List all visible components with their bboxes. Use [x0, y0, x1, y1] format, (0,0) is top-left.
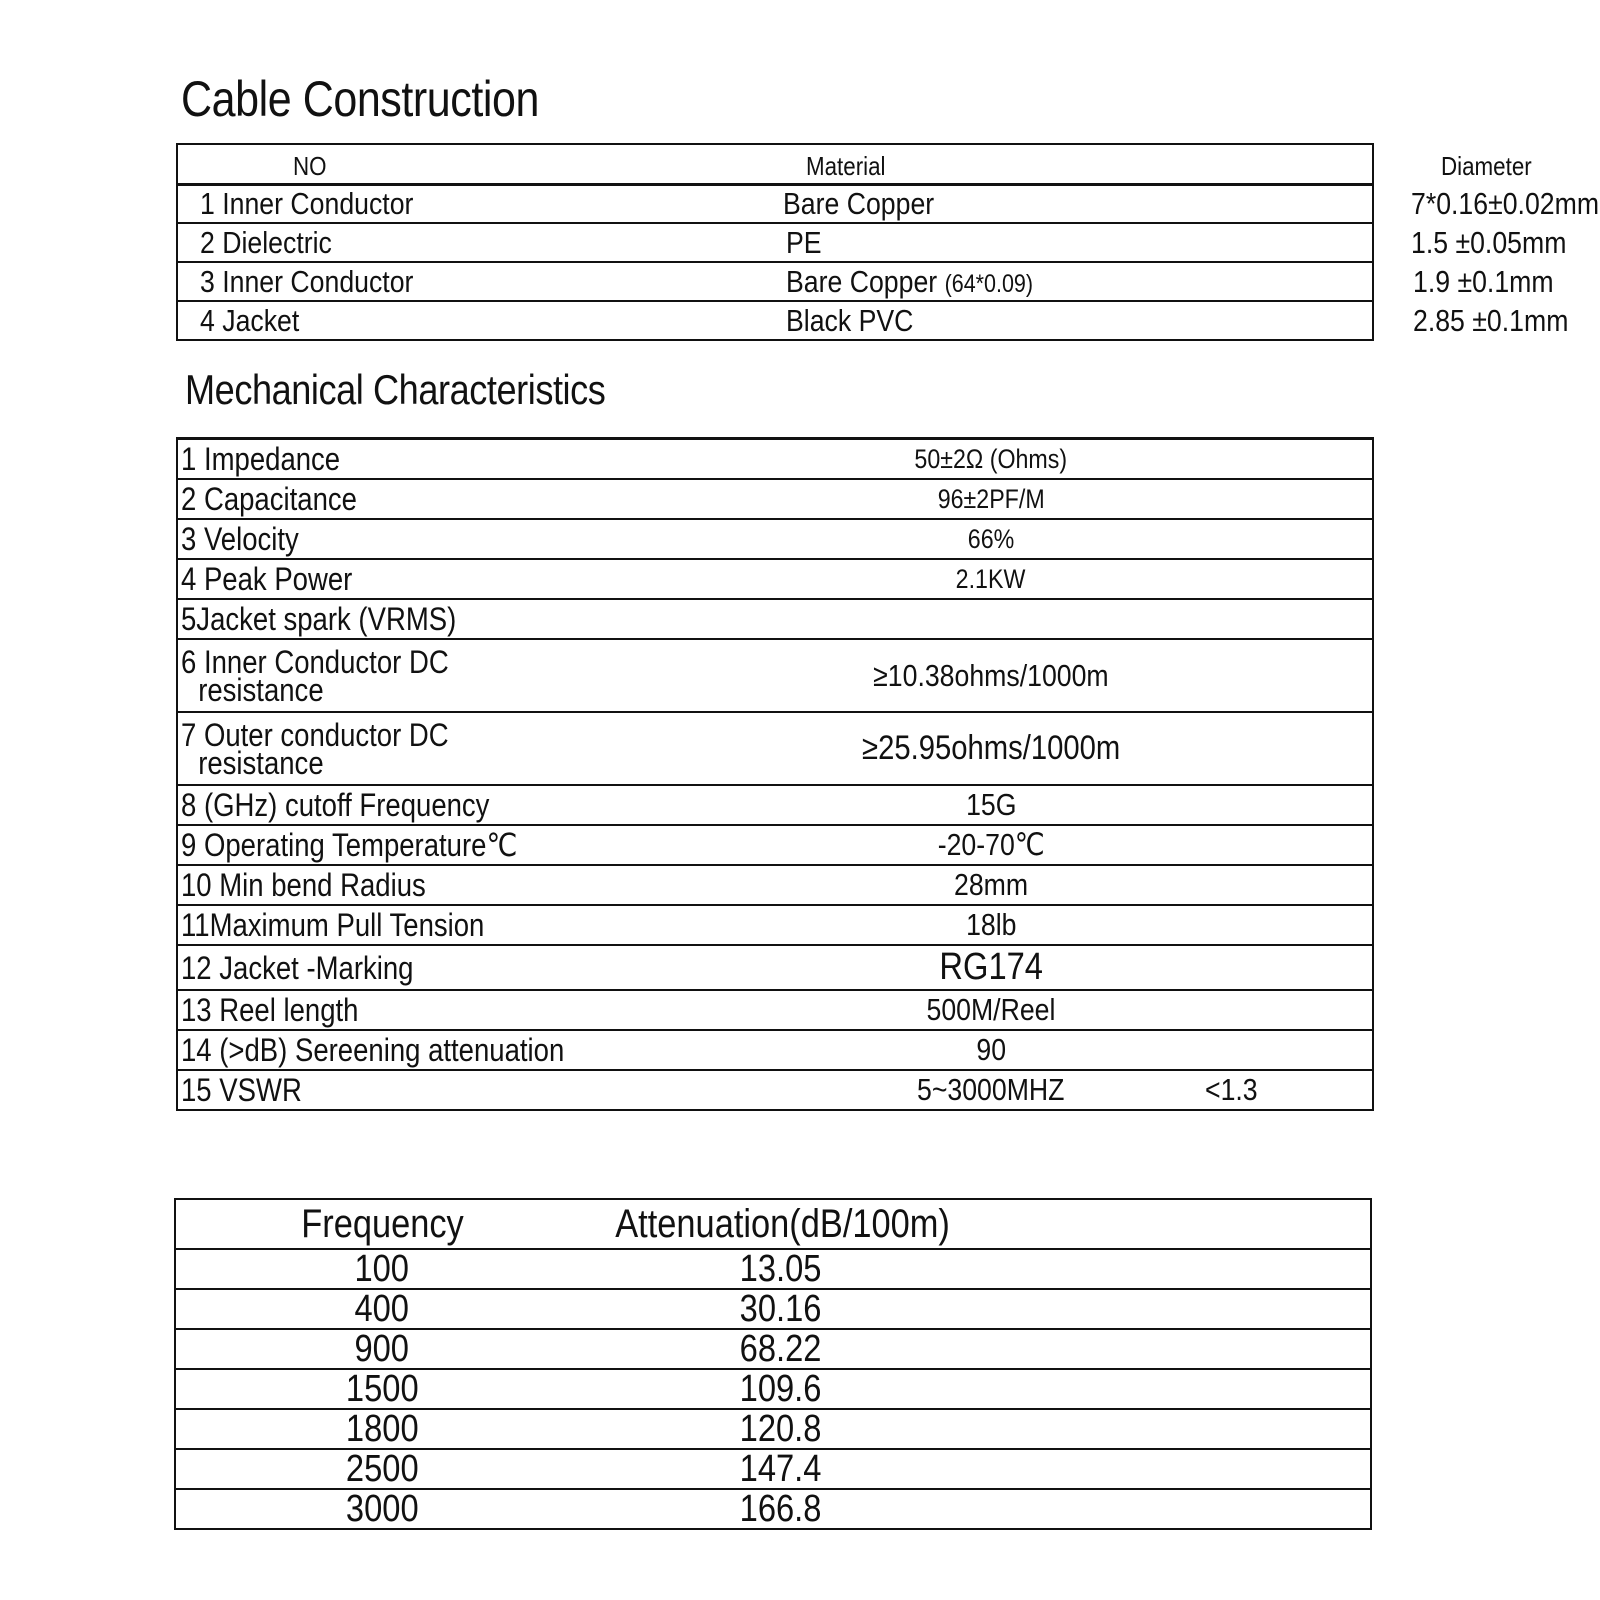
cell-value: ≥10.38ohms/1000m: [821, 639, 1161, 712]
cell-label: 15 VSWR: [181, 1072, 302, 1108]
table-row: [177, 439, 1373, 480]
material-text: Bare Copper: [786, 263, 938, 299]
cell-empty: [974, 1409, 1371, 1449]
cell-label: [177, 712, 821, 785]
table-row: [175, 1249, 1371, 1289]
cell-attenuation: 120.8: [588, 1409, 974, 1449]
label-line-1: 7 Outer conductor DC: [181, 716, 449, 753]
cell-empty: [974, 1329, 1371, 1369]
cell-label: 14 (>dB) Sereening attenuation: [177, 1030, 821, 1070]
cable-construction-title: Cable Construction: [181, 71, 539, 127]
cell-frequency: 1500: [175, 1369, 588, 1409]
cell-diameter: 2.85 ±0.1mm: [1413, 302, 1569, 338]
table-row: [177, 599, 1373, 639]
table-row: [177, 990, 1373, 1030]
material-note: (64*0.09): [944, 269, 1034, 298]
cell-frequency: 900: [175, 1329, 588, 1369]
cell-extra: [1161, 712, 1373, 785]
cell-label: 13 Reel length: [177, 990, 821, 1030]
cell-material: PE: [783, 223, 1261, 262]
table-row: [177, 825, 1373, 865]
table-row: [175, 1489, 1371, 1529]
cell-empty: [974, 1489, 1371, 1529]
table-row: [175, 1329, 1371, 1369]
cell-value: 28mm: [821, 865, 1161, 905]
table-row: [177, 262, 1373, 301]
cell-value: 5~3000MHZ: [917, 1072, 1065, 1107]
header-material: Material: [783, 144, 1261, 184]
cell-empty: [974, 1449, 1371, 1489]
cell-label: 8 (GHz) cutoff Frequency: [177, 785, 821, 825]
cell-extra: [1161, 559, 1373, 599]
mechanical-characteristics-table: [176, 437, 1374, 1111]
attenuation-table: [174, 1198, 1372, 1530]
cell-frequency: 2500: [175, 1449, 588, 1489]
table-row: [175, 1409, 1371, 1449]
cell-value: ≥25.95ohms/1000m: [821, 712, 1161, 785]
table-row: [177, 712, 1373, 785]
cell-label: [177, 639, 821, 712]
cell-attenuation: 30.16: [588, 1289, 974, 1329]
cell-empty: [974, 1369, 1371, 1409]
cell-label: 2 Capacitance: [177, 479, 821, 519]
table-row: [177, 785, 1373, 825]
table-row: [175, 1289, 1371, 1329]
header-attenuation: Attenuation(dB/100m): [588, 1199, 974, 1249]
cell-material: Black PVC: [786, 302, 914, 338]
label-line-2: resistance: [198, 671, 324, 708]
table-row: [177, 519, 1373, 559]
cell-attenuation: 166.8: [740, 1488, 822, 1530]
cell-empty: [974, 1289, 1371, 1329]
cell-value: 66%: [821, 519, 1161, 559]
table-header-row: [177, 144, 1373, 184]
cell-extra: <1.3: [1205, 1072, 1258, 1107]
table-row: [175, 1449, 1371, 1489]
cell-extra: [1161, 990, 1373, 1030]
label-line-2: resistance: [198, 744, 324, 781]
cell-value: 50±2Ω (Ohms): [821, 439, 1161, 480]
cell-value: 90: [821, 1030, 1161, 1070]
cell-value: -20-70℃: [821, 825, 1161, 865]
cell-attenuation: 68.22: [588, 1329, 974, 1369]
label-line-1: 6 Inner Conductor DC: [181, 643, 449, 680]
table-row: [177, 905, 1373, 945]
header-frequency: Frequency: [175, 1199, 588, 1249]
cell-extra: [1161, 785, 1373, 825]
cell-diameter: 7*0.16±0.02mm: [1261, 184, 1373, 223]
cell-extra: [1161, 1030, 1373, 1070]
cell-frequency: 400: [175, 1289, 588, 1329]
cell-attenuation: 13.05: [588, 1249, 974, 1289]
cell-value: RG174: [821, 945, 1161, 990]
cell-diameter: 1.9 ±0.1mm: [1261, 262, 1373, 301]
cell-frequency: 3000: [345, 1488, 419, 1530]
cell-value: 500M/Reel: [821, 990, 1161, 1030]
cell-no: 3 Inner Conductor: [177, 262, 783, 301]
cell-extra: [1161, 905, 1373, 945]
cell-extra: [1161, 599, 1373, 639]
cell-label: 1 Impedance: [177, 439, 821, 480]
cell-label: 5Jacket spark (VRMS): [177, 599, 821, 639]
table-row: [177, 559, 1373, 599]
header-no: NO: [177, 144, 783, 184]
cell-no: 1 Inner Conductor: [177, 184, 783, 223]
cell-value: [821, 599, 1161, 639]
cell-extra: [1161, 945, 1373, 990]
cell-extra: [1161, 519, 1373, 559]
cell-no: 2 Dielectric: [177, 223, 783, 262]
cell-value: 96±2PF/M: [821, 479, 1161, 519]
table-row: [177, 1070, 1373, 1110]
cell-label: 9 Operating Temperature℃: [177, 825, 821, 865]
cell-extra: [1161, 439, 1373, 480]
table-row: [175, 1369, 1371, 1409]
table-row: [177, 945, 1373, 990]
cell-diameter: 1.5 ±0.05mm: [1261, 223, 1373, 262]
cell-extra: [1161, 639, 1373, 712]
cell-value: 2.1KW: [821, 559, 1161, 599]
cell-material: [783, 262, 1261, 301]
cell-label: 3 Velocity: [177, 519, 821, 559]
cell-frequency: 100: [175, 1249, 588, 1289]
table-row: [177, 865, 1373, 905]
cell-material: Bare Copper: [783, 184, 1261, 223]
table-row: [177, 184, 1373, 223]
cell-label: 4 Peak Power: [177, 559, 821, 599]
table-header-row: [175, 1199, 1371, 1249]
table-row: [177, 479, 1373, 519]
cell-extra: [1161, 865, 1373, 905]
cell-label: 10 Min bend Radius: [177, 865, 821, 905]
cell-value: 18lb: [821, 905, 1161, 945]
header-diameter: Diameter: [1261, 144, 1373, 184]
cell-value: 15G: [821, 785, 1161, 825]
table-row: [177, 639, 1373, 712]
cell-label: 12 Jacket -Marking: [177, 945, 821, 990]
table-row: [177, 223, 1373, 262]
cell-no: 4 Jacket: [200, 302, 300, 338]
table-row: [177, 301, 1373, 340]
cable-construction-table: [176, 143, 1600, 341]
cell-label: 11Maximum Pull Tension: [177, 905, 821, 945]
cell-extra: [1161, 825, 1373, 865]
cell-frequency: 1800: [175, 1409, 588, 1449]
cell-attenuation: 109.6: [588, 1369, 974, 1409]
header-empty: [974, 1199, 1371, 1249]
mechanical-characteristics-title: Mechanical Characteristics: [185, 366, 606, 413]
cell-extra: [1161, 479, 1373, 519]
table-row: [177, 1030, 1373, 1070]
cell-empty: [974, 1249, 1371, 1289]
cell-attenuation: 147.4: [588, 1449, 974, 1489]
